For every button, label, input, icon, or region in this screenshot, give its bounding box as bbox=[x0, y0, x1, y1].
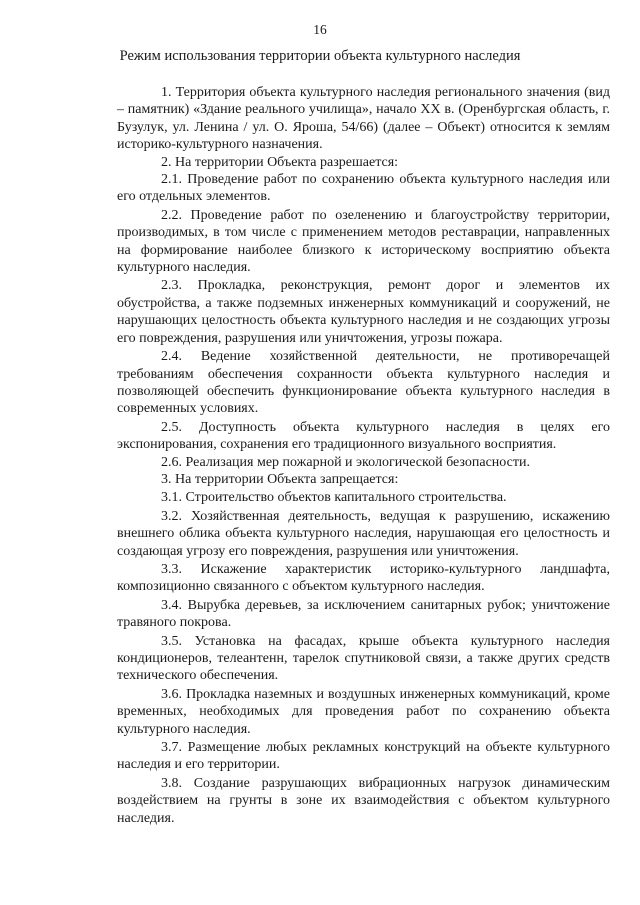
paragraph-2-6: 2.6. Реализация мер пожарной и экологической безопасности. bbox=[161, 454, 530, 470]
paragraph-3-7: 3.7. Размещение любых рекламных конструкций на объекте культурного наследия и его территории. bbox=[117, 740, 610, 773]
paragraph-3-6: 3.6. Прокладка наземных и воздушных инженерных коммуникаций, кроме временных, необходимых для проведения работ по сохранению объекта культурного наследия. bbox=[117, 686, 610, 737]
paragraph-2-3: 2.3. Прокладка, реконструкция, ремонт дорог и элементов их обустройства, а также подземных инженерных коммуникаций и сооружений, не нарушающих целостность объекта культурного наследия и не создающих угрозы его повреждения, разрушения или уничтожения, угрозы пожара. bbox=[117, 278, 610, 346]
paragraph-2-4: 2.4. Ведение хозяйственной деятельности, не противоречащей требованиям обеспечения сохранности объекта культурного наследия и позволяющей обеспечить функционирование объекта культурного наследия в современных условиях. bbox=[117, 349, 610, 417]
page-number: 16 bbox=[313, 22, 327, 37]
paragraph-3-5: 3.5. Установка на фасадах, крыше объекта культурного наследия кондиционеров, телеантенн, тарелок спутниковой связи, а также других средств технического обеспечения. bbox=[117, 633, 610, 684]
paragraph-3-2: 3.2. Хозяйственная деятельность, ведущая к разрушению, искажению внешнего облика объекта культурного наследия, нарушающая его целостность и создающая угрозу его повреждения, разрушения или уничтожения. bbox=[117, 508, 610, 559]
document-body bbox=[117, 84, 610, 827]
paragraph-3-1: 3.1. Строительство объектов капитального строительства. bbox=[161, 490, 507, 506]
paragraph-3-8: 3.8. Создание разрушающих вибрационных нагрузок динамическим воздействием на грунты в зоне их взаимодействия с объектом культурного наследия. bbox=[117, 775, 610, 826]
paragraph-2: 2. На территории Объекта разрешается: bbox=[161, 154, 399, 170]
paragraph-2-2: 2.2. Проведение работ по озеленению и благоустройству территории, производимых, в том числе с применением методов реставрации, направленных на формирование наиболее близкого к историческому восприятию объекта культурного наследия. bbox=[117, 207, 610, 276]
paragraph-2-1: 2.1. Проведение работ по сохранению объекта культурного наследия или его отдельных элементов. bbox=[117, 172, 610, 205]
document-title: Режим использования территории объекта культурного наследия bbox=[119, 48, 521, 64]
paragraph-3-3: 3.3. Искажение характеристик историко-культурного ландшафта, композиционно связанного с объектом культурного наследия. bbox=[117, 561, 610, 595]
paragraph-2-5: 2.5. Доступность объекта культурного наследия в целях его экспонирования, сохранения его традиционного визуального восприятия. bbox=[117, 419, 610, 453]
paragraph-3: 3. На территории Объекта запрещается: bbox=[161, 471, 399, 487]
paragraph-3-4: 3.4. Вырубка деревьев, за исключением санитарных рубок; уничтожение травяного покрова. bbox=[117, 597, 610, 631]
paragraph-1: 1. Территория объекта культурного наследия регионального значения (вид – памятник) «Здание реального училища», начало XX в. (Оренбургская область, г. Бузулук, ул. Ленина / ул. О. Яроша, 54/66) (далее – Объект) относится к землям историко-культурного назначения. bbox=[117, 85, 610, 153]
